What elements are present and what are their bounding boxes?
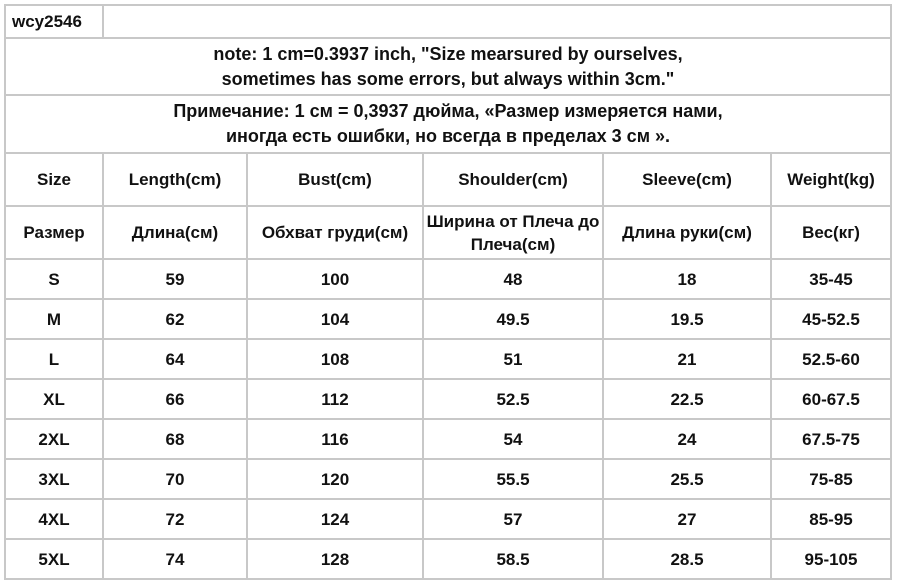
- header-size-ru: Размер: [5, 206, 103, 259]
- cell-weight: 67.5-75: [771, 419, 891, 459]
- cell-sleeve: 21: [603, 339, 771, 379]
- cell-length: 72: [103, 499, 247, 539]
- header-sleeve-ru: Длина руки(см): [603, 206, 771, 259]
- cell-bust: 104: [247, 299, 423, 339]
- cell-size: 4XL: [5, 499, 103, 539]
- cell-sleeve: 28.5: [603, 539, 771, 579]
- cell-size: L: [5, 339, 103, 379]
- note-english-line-1: note: 1 cm=0.3937 inch, "Size mearsured by ourselves,: [213, 43, 683, 64]
- note-russian-row: [5, 95, 891, 153]
- cell-shoulder: 54: [423, 419, 603, 459]
- cell-size: 2XL: [5, 419, 103, 459]
- cell-weight: 60-67.5: [771, 379, 891, 419]
- cell-bust: 128: [247, 539, 423, 579]
- cell-size: XL: [5, 379, 103, 419]
- table-row: [5, 459, 891, 499]
- model-code: wcy2546: [5, 5, 103, 38]
- note-english-row: [5, 38, 891, 95]
- cell-bust: 120: [247, 459, 423, 499]
- cell-shoulder: 48: [423, 259, 603, 299]
- cell-length: 62: [103, 299, 247, 339]
- cell-shoulder: 55.5: [423, 459, 603, 499]
- cell-weight: 85-95: [771, 499, 891, 539]
- note-russian-line-1: Примечание: 1 см = 0,3937 дюйма, «Размер измеряется нами,: [173, 101, 723, 121]
- cell-bust: 100: [247, 259, 423, 299]
- table-row: [5, 299, 891, 339]
- cell-shoulder: 57: [423, 499, 603, 539]
- cell-size: M: [5, 299, 103, 339]
- header-bust: Bust(cm): [247, 153, 423, 206]
- cell-weight: 52.5-60: [771, 339, 891, 379]
- table-row: [5, 259, 891, 299]
- note-english: [5, 38, 891, 95]
- cell-shoulder: 58.5: [423, 539, 603, 579]
- cell-bust: 112: [247, 379, 423, 419]
- cell-length: 74: [103, 539, 247, 579]
- header-weight-ru: Вес(кг): [771, 206, 891, 259]
- cell-weight: 95-105: [771, 539, 891, 579]
- cell-shoulder: 51: [423, 339, 603, 379]
- cell-sleeve: 22.5: [603, 379, 771, 419]
- header-bust-ru: Обхват груди(см): [247, 206, 423, 259]
- table-row: [5, 379, 891, 419]
- note-russian-line-2: иногда есть ошибки, но всегда в пределах 3 см ».: [225, 126, 671, 146]
- header-weight: Weight(kg): [771, 153, 891, 206]
- cell-shoulder: 52.5: [423, 379, 603, 419]
- cell-sleeve: 18: [603, 259, 771, 299]
- cell-shoulder: 49.5: [423, 299, 603, 339]
- header-length: Length(cm): [103, 153, 247, 206]
- table-row: [5, 499, 891, 539]
- cell-length: 64: [103, 339, 247, 379]
- header-size: Size: [5, 153, 103, 206]
- model-row: [5, 5, 891, 38]
- cell-length: 68: [103, 419, 247, 459]
- table-row: [5, 339, 891, 379]
- cell-sleeve: 19.5: [603, 299, 771, 339]
- cell-weight: 75-85: [771, 459, 891, 499]
- cell-sleeve: 27: [603, 499, 771, 539]
- cell-weight: 45-52.5: [771, 299, 891, 339]
- cell-sleeve: 25.5: [603, 459, 771, 499]
- note-english-line-2: sometimes has some errors, but always within 3cm.": [221, 68, 675, 89]
- size-chart-table: [4, 4, 892, 580]
- header-shoulder: Shoulder(cm): [423, 153, 603, 206]
- table-row: [5, 419, 891, 459]
- cell-length: 66: [103, 379, 247, 419]
- cell-size: 3XL: [5, 459, 103, 499]
- header-row-english: [5, 153, 891, 206]
- note-russian: [5, 95, 891, 153]
- model-blank-cell: [103, 5, 891, 38]
- cell-weight: 35-45: [771, 259, 891, 299]
- header-length-ru: Длина(см): [103, 206, 247, 259]
- cell-size: 5XL: [5, 539, 103, 579]
- cell-bust: 108: [247, 339, 423, 379]
- header-shoulder-ru: Ширина от Плеча до Плеча(см): [423, 206, 603, 259]
- cell-length: 70: [103, 459, 247, 499]
- cell-sleeve: 24: [603, 419, 771, 459]
- cell-bust: 116: [247, 419, 423, 459]
- cell-bust: 124: [247, 499, 423, 539]
- header-row-russian: [5, 206, 891, 259]
- cell-size: S: [5, 259, 103, 299]
- header-sleeve: Sleeve(cm): [603, 153, 771, 206]
- table-row: [5, 539, 891, 579]
- cell-length: 59: [103, 259, 247, 299]
